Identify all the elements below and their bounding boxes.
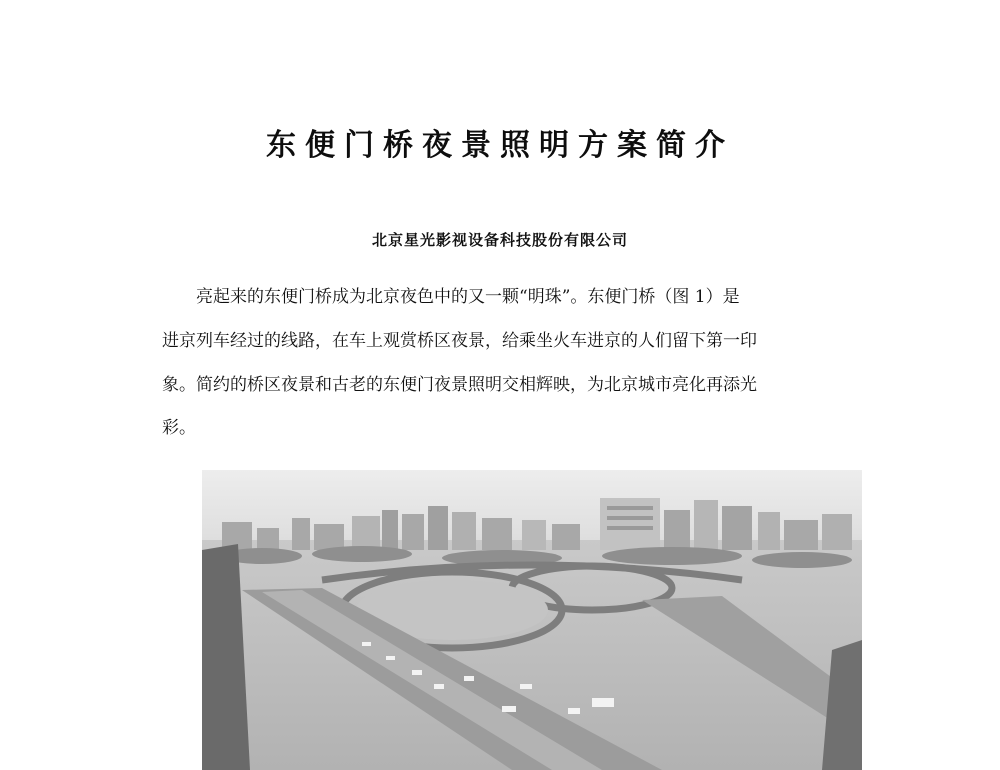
photo-illustration (202, 470, 862, 770)
paragraph-line: 象。简约的桥区夜景和古老的东便门夜景照明交相辉映，为北京城市亮化再添光 (162, 375, 757, 395)
paragraph-line: 亮起来的东便门桥成为北京夜色中的又一颗“明珠”。东便门桥（图 1）是 (196, 287, 740, 307)
page-title: 东便门桥夜景照明方案简介 (266, 128, 734, 163)
byline: 北京星光影视设备科技股份有限公司 (371, 231, 628, 249)
interchange-photo (202, 470, 862, 770)
paragraph-line: 进京列车经过的线路，在车上观赏桥区夜景，给乘坐火车进京的人们留下第一印 (162, 331, 757, 351)
paragraph-line: 彩。 (162, 418, 196, 438)
